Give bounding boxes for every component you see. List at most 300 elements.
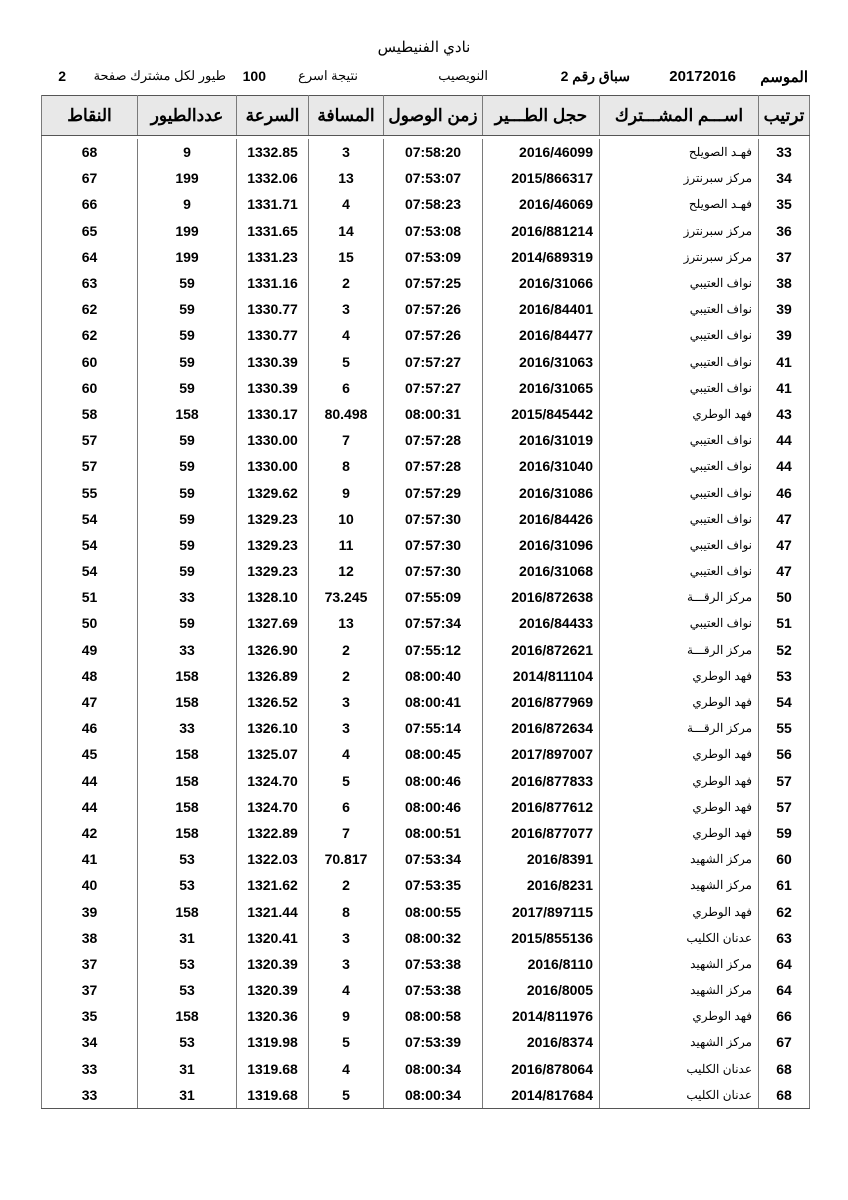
member-cell: مركز الشهيد [600, 977, 759, 1003]
table-row [42, 322, 810, 348]
distance-cell: 5 [309, 768, 384, 794]
member-cell: مركز سبرنترز [600, 218, 759, 244]
speed-cell: 1324.70 [237, 768, 309, 794]
page-number: 2 [58, 68, 66, 84]
speed-cell: 1326.52 [237, 689, 309, 715]
result-label: نتيجة اسرع [298, 68, 358, 83]
distance-cell: 80.498 [309, 401, 384, 427]
season-label: الموسم [760, 69, 808, 86]
table-row [42, 349, 810, 375]
arrival-cell: 08:00:34 [384, 1082, 483, 1109]
table-row [42, 794, 810, 820]
member-cell: فهد الوطري [600, 689, 759, 715]
rank-cell: 57 [759, 768, 810, 794]
member-cell: مركز الرقـــة [600, 584, 759, 610]
rank-cell: 57 [759, 794, 810, 820]
ring-cell: 2016/31086 [483, 479, 600, 505]
distance-cell: 3 [309, 689, 384, 715]
table-row [42, 270, 810, 296]
member-cell: فهد الوطري [600, 401, 759, 427]
points-cell: 51 [42, 584, 138, 610]
rank-cell: 67 [759, 1029, 810, 1055]
table-row [42, 401, 810, 427]
ring-cell: 2016/8005 [483, 977, 600, 1003]
speed-cell: 1322.03 [237, 846, 309, 872]
member-cell: فهد الوطري [600, 741, 759, 767]
speed-cell: 1329.62 [237, 479, 309, 505]
points-cell: 41 [42, 846, 138, 872]
birds-cell: 59 [138, 296, 237, 322]
col-header-speed: السرعة [237, 96, 309, 136]
table-row [42, 898, 810, 924]
points-cell: 60 [42, 349, 138, 375]
birds-cell: 53 [138, 951, 237, 977]
birds-cell: 31 [138, 1056, 237, 1082]
birds-cell: 53 [138, 977, 237, 1003]
birds-cell: 59 [138, 349, 237, 375]
ring-cell: 2016/46099 [483, 139, 600, 165]
arrival-cell: 07:57:28 [384, 453, 483, 479]
points-cell: 55 [42, 479, 138, 505]
member-cell: نواف العتيبي [600, 427, 759, 453]
birds-cell: 59 [138, 453, 237, 479]
ring-cell: 2016/872634 [483, 715, 600, 741]
arrival-cell: 07:57:27 [384, 349, 483, 375]
speed-cell: 1331.16 [237, 270, 309, 296]
birds-cell: 158 [138, 820, 237, 846]
rank-cell: 41 [759, 375, 810, 401]
table-row [42, 165, 810, 191]
rank-cell: 61 [759, 872, 810, 898]
ring-cell: 2016/8110 [483, 951, 600, 977]
arrival-cell: 07:57:26 [384, 296, 483, 322]
arrival-cell: 08:00:46 [384, 794, 483, 820]
distance-cell: 9 [309, 479, 384, 505]
speed-cell: 1321.44 [237, 898, 309, 924]
rank-cell: 47 [759, 532, 810, 558]
points-cell: 68 [42, 139, 138, 165]
speed-cell: 1319.68 [237, 1056, 309, 1082]
col-header-distance: المسافة [309, 96, 384, 136]
points-cell: 34 [42, 1029, 138, 1055]
club-title: نادي الفنيطيس [377, 39, 471, 56]
arrival-cell: 07:57:26 [384, 322, 483, 348]
birds-cell: 9 [138, 191, 237, 217]
birds-cell: 31 [138, 1082, 237, 1109]
arrival-cell: 07:57:27 [384, 375, 483, 401]
ring-cell: 2016/84433 [483, 610, 600, 636]
ring-cell: 2015/866317 [483, 165, 600, 191]
ring-cell: 2016/881214 [483, 218, 600, 244]
member-cell: فهد الوطري [600, 820, 759, 846]
points-cell: 62 [42, 296, 138, 322]
table-row [42, 1056, 810, 1082]
rank-cell: 64 [759, 977, 810, 1003]
speed-cell: 1331.23 [237, 244, 309, 270]
points-cell: 33 [42, 1082, 138, 1109]
member-cell: مركز سبرنترز [600, 244, 759, 270]
points-cell: 46 [42, 715, 138, 741]
ring-cell: 2016/872621 [483, 637, 600, 663]
arrival-cell: 07:53:38 [384, 951, 483, 977]
rank-cell: 38 [759, 270, 810, 296]
rank-cell: 47 [759, 506, 810, 532]
birds-cell: 158 [138, 741, 237, 767]
table-row [42, 663, 810, 689]
rank-cell: 44 [759, 427, 810, 453]
arrival-cell: 08:00:34 [384, 1056, 483, 1082]
birds-cell: 59 [138, 532, 237, 558]
points-cell: 60 [42, 375, 138, 401]
birds-cell: 31 [138, 925, 237, 951]
speed-cell: 1320.39 [237, 977, 309, 1003]
arrival-cell: 07:53:08 [384, 218, 483, 244]
rank-cell: 51 [759, 610, 810, 636]
birds-cell: 158 [138, 898, 237, 924]
rank-cell: 66 [759, 1003, 810, 1029]
rank-cell: 59 [759, 820, 810, 846]
distance-cell: 12 [309, 558, 384, 584]
rank-cell: 39 [759, 296, 810, 322]
distance-cell: 3 [309, 296, 384, 322]
speed-cell: 1320.39 [237, 951, 309, 977]
rank-cell: 54 [759, 689, 810, 715]
member-cell: مركز الرقـــة [600, 637, 759, 663]
distance-cell: 4 [309, 977, 384, 1003]
birds-cell: 158 [138, 689, 237, 715]
speed-cell: 1325.07 [237, 741, 309, 767]
ring-cell: 2014/689319 [483, 244, 600, 270]
table-row [42, 1082, 810, 1109]
speed-cell: 1326.89 [237, 663, 309, 689]
arrival-cell: 07:53:39 [384, 1029, 483, 1055]
speed-cell: 1332.06 [237, 165, 309, 191]
points-cell: 67 [42, 165, 138, 191]
rank-cell: 37 [759, 244, 810, 270]
points-cell: 45 [42, 741, 138, 767]
table-row [42, 1003, 810, 1029]
distance-cell: 6 [309, 794, 384, 820]
rank-cell: 68 [759, 1082, 810, 1109]
ring-cell: 2016/31063 [483, 349, 600, 375]
points-cell: 44 [42, 794, 138, 820]
member-cell: نواف العتيبي [600, 479, 759, 505]
rank-cell: 60 [759, 846, 810, 872]
rank-cell: 50 [759, 584, 810, 610]
col-header-ring: حجل الطـــير [483, 96, 600, 136]
birds-count: 100 [242, 68, 266, 84]
member-cell: نواف العتيبي [600, 506, 759, 532]
rank-cell: 43 [759, 401, 810, 427]
points-cell: 54 [42, 558, 138, 584]
birds-cell: 199 [138, 218, 237, 244]
distance-cell: 2 [309, 663, 384, 689]
distance-cell: 4 [309, 741, 384, 767]
table-row [42, 506, 810, 532]
arrival-cell: 07:57:34 [384, 610, 483, 636]
speed-cell: 1320.36 [237, 1003, 309, 1029]
speed-cell: 1319.68 [237, 1082, 309, 1109]
speed-cell: 1330.39 [237, 375, 309, 401]
header-row [42, 96, 810, 136]
arrival-cell: 07:57:25 [384, 270, 483, 296]
speed-cell: 1326.90 [237, 637, 309, 663]
birds-cell: 33 [138, 584, 237, 610]
ring-cell: 2015/855136 [483, 925, 600, 951]
ring-cell: 2016/8231 [483, 872, 600, 898]
arrival-cell: 08:00:51 [384, 820, 483, 846]
ring-cell: 2016/877833 [483, 768, 600, 794]
distance-cell: 4 [309, 322, 384, 348]
rank-cell: 41 [759, 349, 810, 375]
member-cell: مركز الرقـــة [600, 715, 759, 741]
points-cell: 49 [42, 637, 138, 663]
ring-cell: 2016/31096 [483, 532, 600, 558]
ring-cell: 2016/877077 [483, 820, 600, 846]
member-cell: نواف العتيبي [600, 349, 759, 375]
distance-cell: 5 [309, 1082, 384, 1109]
arrival-cell: 07:58:20 [384, 139, 483, 165]
birds-cell: 53 [138, 872, 237, 898]
speed-cell: 1324.70 [237, 794, 309, 820]
per-member-label: طيور لكل مشترك صفحة [93, 68, 226, 83]
points-cell: 42 [42, 820, 138, 846]
table-row [42, 872, 810, 898]
speed-cell: 1329.23 [237, 532, 309, 558]
speed-cell: 1330.00 [237, 453, 309, 479]
speed-cell: 1330.77 [237, 296, 309, 322]
arrival-cell: 08:00:55 [384, 898, 483, 924]
ring-cell: 2014/811104 [483, 663, 600, 689]
member-cell: عدنان الكليب [600, 1056, 759, 1082]
birds-cell: 59 [138, 558, 237, 584]
points-cell: 44 [42, 768, 138, 794]
birds-cell: 59 [138, 322, 237, 348]
ring-cell: 2016/877969 [483, 689, 600, 715]
points-cell: 62 [42, 322, 138, 348]
table-row [42, 715, 810, 741]
ring-cell: 2014/817684 [483, 1082, 600, 1109]
distance-cell: 8 [309, 453, 384, 479]
member-cell: نواف العتيبي [600, 532, 759, 558]
birds-cell: 158 [138, 1003, 237, 1029]
ring-cell: 2015/845442 [483, 401, 600, 427]
distance-cell: 15 [309, 244, 384, 270]
birds-cell: 59 [138, 427, 237, 453]
results-table [41, 95, 810, 1109]
arrival-cell: 07:57:29 [384, 479, 483, 505]
table-row [42, 637, 810, 663]
member-cell: نواف العتيبي [600, 610, 759, 636]
arrival-cell: 08:00:46 [384, 768, 483, 794]
ring-cell: 2017/897007 [483, 741, 600, 767]
ring-cell: 2016/878064 [483, 1056, 600, 1082]
ring-cell: 2016/84426 [483, 506, 600, 532]
table-row [42, 479, 810, 505]
speed-cell: 1330.00 [237, 427, 309, 453]
distance-cell: 13 [309, 165, 384, 191]
rank-cell: 46 [759, 479, 810, 505]
member-cell: مركز الشهيد [600, 951, 759, 977]
speed-cell: 1328.10 [237, 584, 309, 610]
location: النويصيب [438, 68, 488, 83]
col-header-arrival: زمن الوصول [384, 96, 483, 136]
rank-cell: 35 [759, 191, 810, 217]
season-value: 20172016 [669, 68, 736, 85]
points-cell: 40 [42, 872, 138, 898]
member-cell: مركز الشهيد [600, 846, 759, 872]
birds-cell: 158 [138, 663, 237, 689]
table-row [42, 532, 810, 558]
speed-cell: 1327.69 [237, 610, 309, 636]
ring-cell: 2014/811976 [483, 1003, 600, 1029]
member-cell: فهد الوطري [600, 794, 759, 820]
arrival-cell: 07:53:38 [384, 977, 483, 1003]
arrival-cell: 07:53:07 [384, 165, 483, 191]
member-cell: نواف العتيبي [600, 375, 759, 401]
table-row [42, 558, 810, 584]
arrival-cell: 08:00:41 [384, 689, 483, 715]
member-cell: فهد الوطري [600, 898, 759, 924]
distance-cell: 2 [309, 872, 384, 898]
ring-cell: 2016/31065 [483, 375, 600, 401]
distance-cell: 10 [309, 506, 384, 532]
ring-cell: 2016/8391 [483, 846, 600, 872]
table-row [42, 741, 810, 767]
points-cell: 66 [42, 191, 138, 217]
points-cell: 63 [42, 270, 138, 296]
member-cell: فهد الوطري [600, 663, 759, 689]
points-cell: 58 [42, 401, 138, 427]
rank-cell: 44 [759, 453, 810, 479]
col-header-points: النقاط [42, 96, 138, 136]
birds-cell: 59 [138, 610, 237, 636]
table-row [42, 296, 810, 322]
distance-cell: 8 [309, 898, 384, 924]
speed-cell: 1331.71 [237, 191, 309, 217]
arrival-cell: 07:57:30 [384, 506, 483, 532]
col-header-member: اســـم المشـــترك [600, 96, 759, 136]
points-cell: 48 [42, 663, 138, 689]
birds-cell: 33 [138, 715, 237, 741]
member-cell: فهـد الصويلح [600, 139, 759, 165]
arrival-cell: 07:55:14 [384, 715, 483, 741]
points-cell: 47 [42, 689, 138, 715]
member-cell: عدنان الكليب [600, 1082, 759, 1109]
distance-cell: 5 [309, 349, 384, 375]
table-row [42, 846, 810, 872]
distance-cell: 3 [309, 925, 384, 951]
birds-cell: 59 [138, 506, 237, 532]
rank-cell: 63 [759, 925, 810, 951]
rank-cell: 64 [759, 951, 810, 977]
birds-cell: 158 [138, 768, 237, 794]
table-row [42, 610, 810, 636]
arrival-cell: 08:00:31 [384, 401, 483, 427]
table-row [42, 925, 810, 951]
speed-cell: 1330.77 [237, 322, 309, 348]
col-header-birds: عددالطيور [138, 96, 237, 136]
speed-cell: 1329.23 [237, 558, 309, 584]
member-cell: نواف العتيبي [600, 558, 759, 584]
distance-cell: 2 [309, 637, 384, 663]
rank-cell: 55 [759, 715, 810, 741]
arrival-cell: 08:00:40 [384, 663, 483, 689]
speed-cell: 1330.17 [237, 401, 309, 427]
speed-cell: 1322.89 [237, 820, 309, 846]
arrival-cell: 08:00:58 [384, 1003, 483, 1029]
distance-cell: 2 [309, 270, 384, 296]
table-row [42, 453, 810, 479]
points-cell: 50 [42, 610, 138, 636]
member-cell: مركز سبرنترز [600, 165, 759, 191]
points-cell: 57 [42, 453, 138, 479]
rank-cell: 62 [759, 898, 810, 924]
distance-cell: 9 [309, 1003, 384, 1029]
ring-cell: 2016/84401 [483, 296, 600, 322]
distance-cell: 7 [309, 427, 384, 453]
points-cell: 65 [42, 218, 138, 244]
table-row [42, 139, 810, 165]
speed-cell: 1332.85 [237, 139, 309, 165]
distance-cell: 70.817 [309, 846, 384, 872]
arrival-cell: 07:53:34 [384, 846, 483, 872]
distance-cell: 4 [309, 191, 384, 217]
race-label: سباق رقم 2 [560, 68, 630, 84]
ring-cell: 2016/8374 [483, 1029, 600, 1055]
ring-cell: 2016/84477 [483, 322, 600, 348]
rank-cell: 52 [759, 637, 810, 663]
rank-cell: 47 [759, 558, 810, 584]
points-cell: 57 [42, 427, 138, 453]
ring-cell: 2016/31068 [483, 558, 600, 584]
rank-cell: 68 [759, 1056, 810, 1082]
member-cell: نواف العتيبي [600, 322, 759, 348]
points-cell: 54 [42, 532, 138, 558]
rank-cell: 34 [759, 165, 810, 191]
speed-cell: 1329.23 [237, 506, 309, 532]
member-cell: مركز الشهيد [600, 1029, 759, 1055]
arrival-cell: 07:53:35 [384, 872, 483, 898]
distance-cell: 5 [309, 1029, 384, 1055]
points-cell: 33 [42, 1056, 138, 1082]
member-cell: فهد الوطري [600, 768, 759, 794]
birds-cell: 59 [138, 375, 237, 401]
table-row [42, 768, 810, 794]
table-row [42, 1029, 810, 1055]
table-row [42, 218, 810, 244]
points-cell: 35 [42, 1003, 138, 1029]
distance-cell: 11 [309, 532, 384, 558]
birds-cell: 9 [138, 139, 237, 165]
col-header-rank: ترتيب [759, 96, 810, 136]
table-row [42, 584, 810, 610]
speed-cell: 1321.62 [237, 872, 309, 898]
arrival-cell: 07:55:09 [384, 584, 483, 610]
arrival-cell: 07:57:30 [384, 558, 483, 584]
speed-cell: 1326.10 [237, 715, 309, 741]
member-cell: نواف العتيبي [600, 270, 759, 296]
table-row [42, 820, 810, 846]
arrival-cell: 07:53:09 [384, 244, 483, 270]
distance-cell: 13 [309, 610, 384, 636]
distance-cell: 14 [309, 218, 384, 244]
birds-cell: 158 [138, 401, 237, 427]
table-row [42, 977, 810, 1003]
distance-cell: 3 [309, 951, 384, 977]
table-row [42, 689, 810, 715]
table-row [42, 375, 810, 401]
